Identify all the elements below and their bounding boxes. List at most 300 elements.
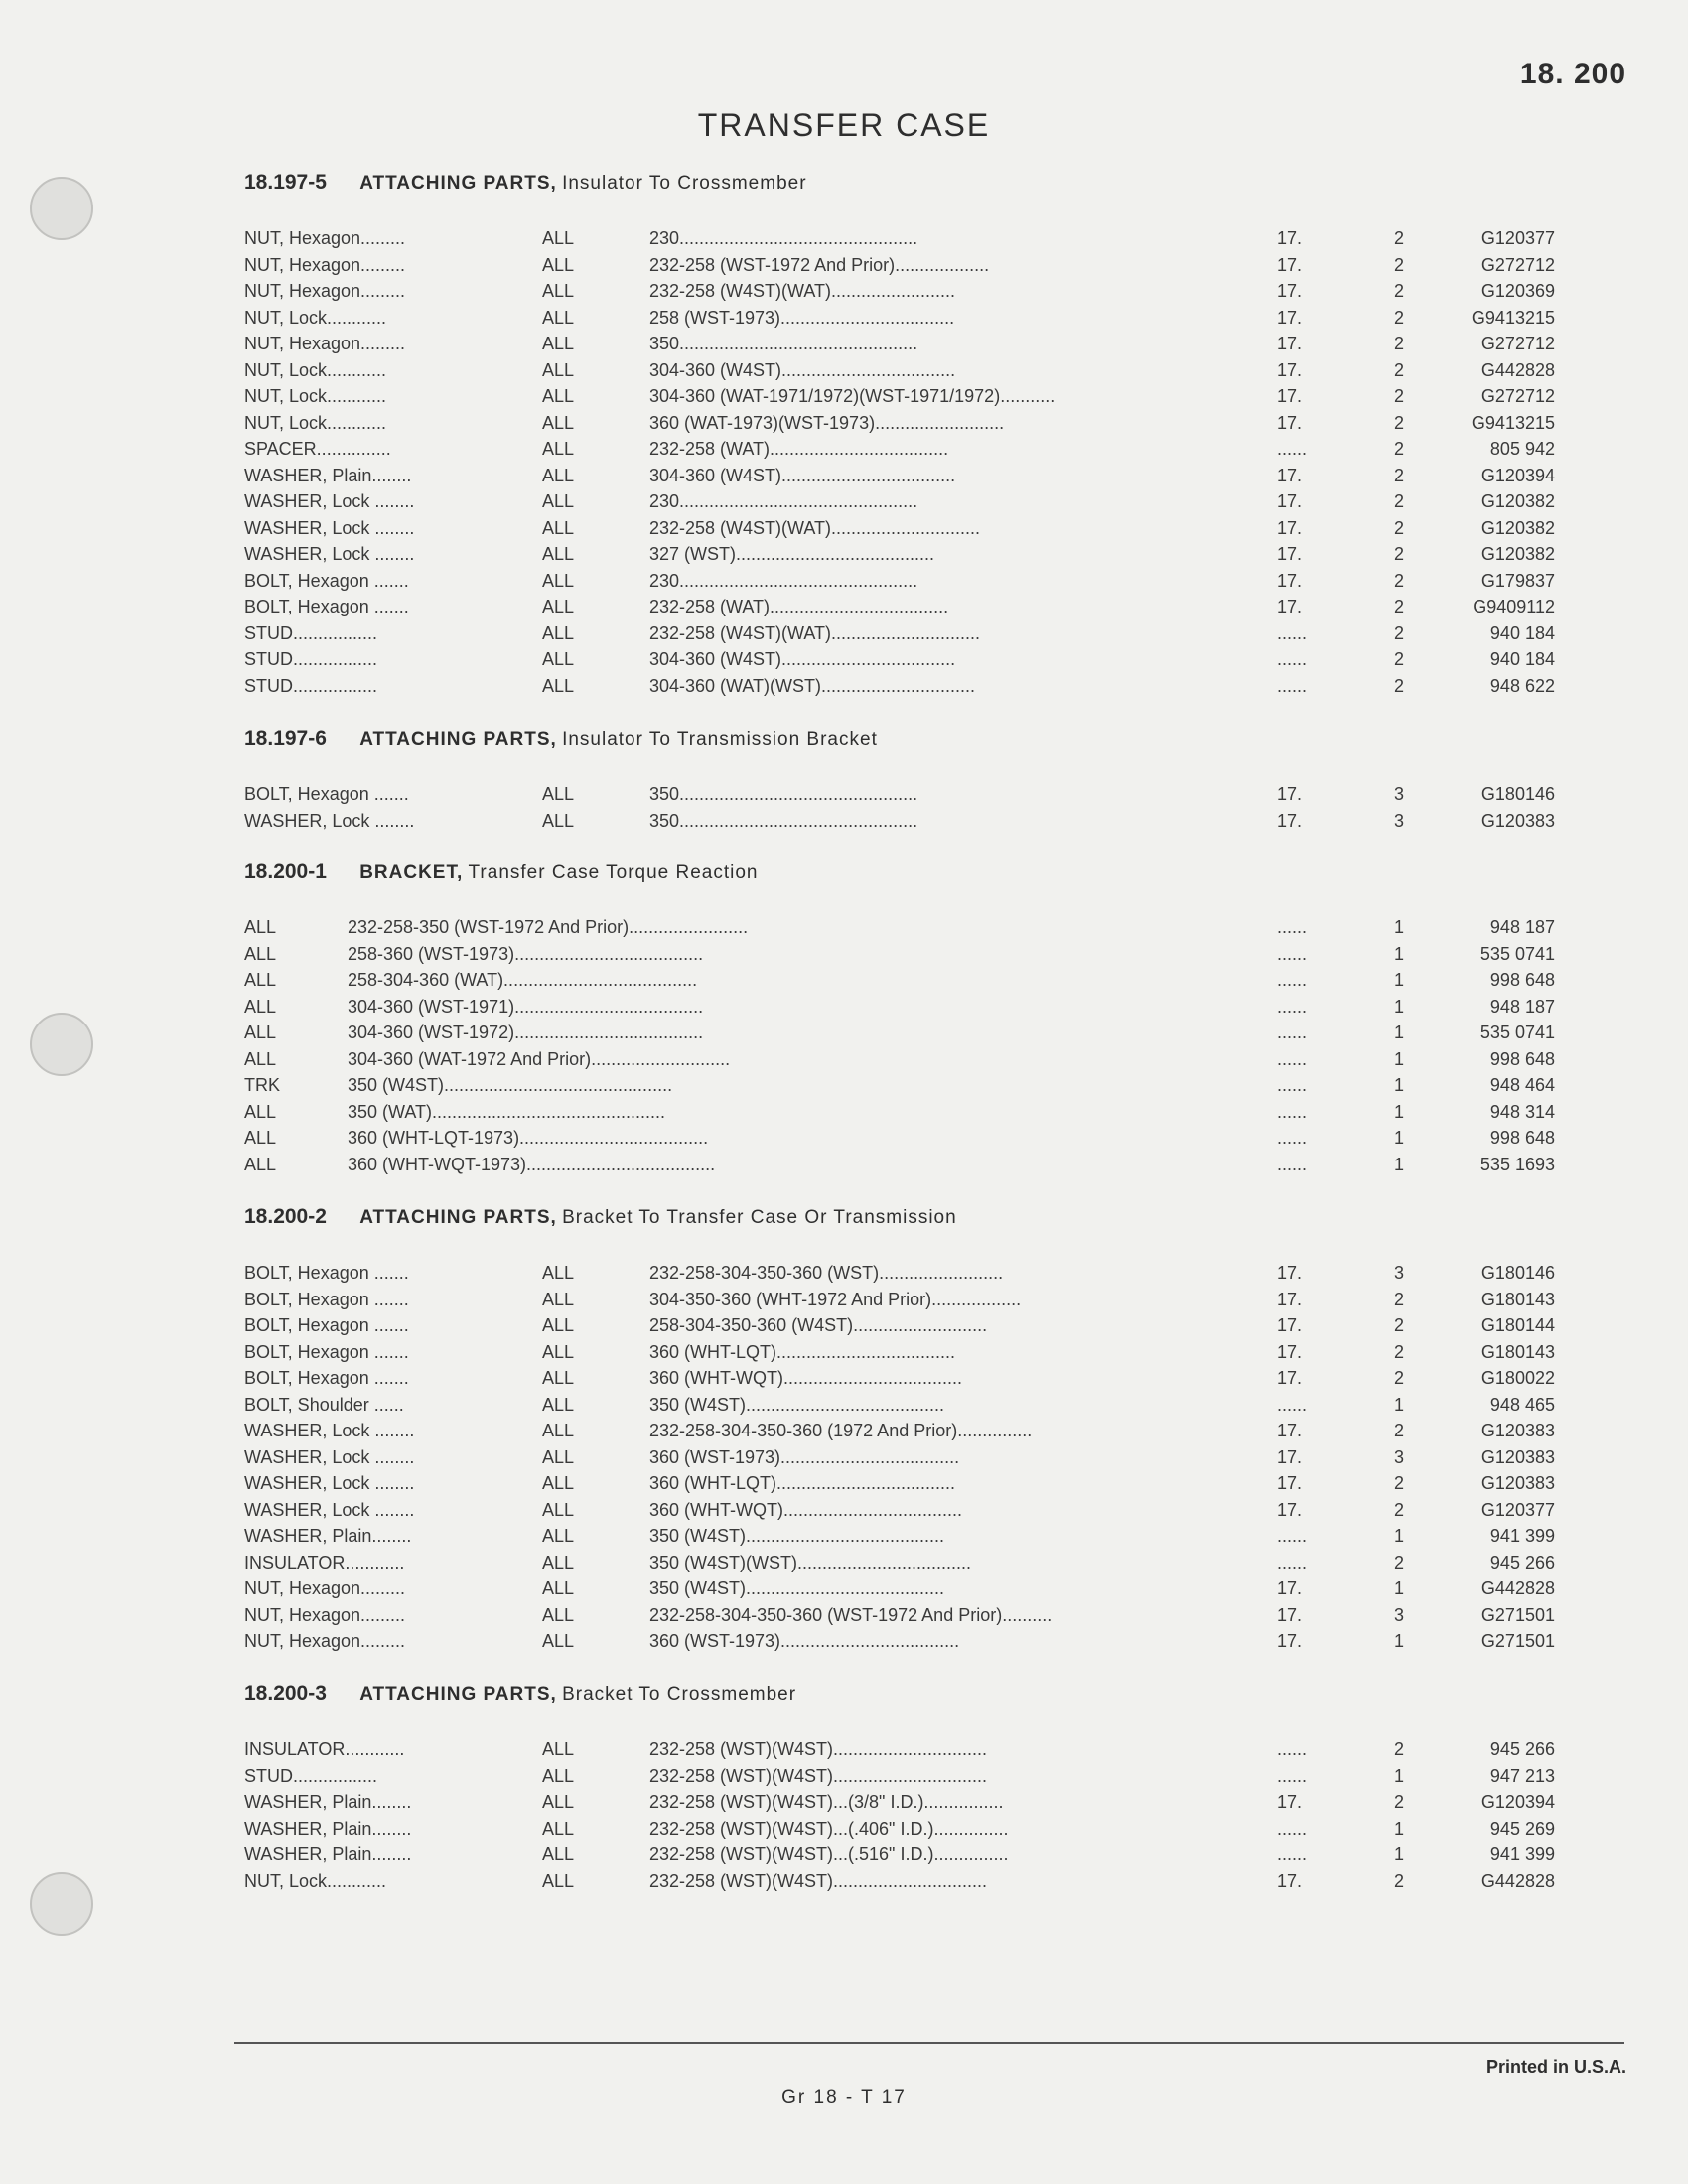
cell-model: ALL bbox=[542, 228, 575, 248]
cell-part: 948 464 bbox=[1489, 1075, 1555, 1095]
section-number: 18.200-3 bbox=[244, 1682, 327, 1705]
cell-qty: 1 bbox=[1394, 1765, 1405, 1786]
cell-grp: 17. bbox=[1277, 1631, 1303, 1651]
cell-grp: 17. bbox=[1277, 254, 1303, 275]
section-number: 18.197-6 bbox=[244, 727, 327, 750]
cell-qty: 2 bbox=[1394, 412, 1405, 433]
cell-part: 998 648 bbox=[1489, 970, 1555, 990]
cell-grp: 17. bbox=[1277, 491, 1303, 511]
cell-qty: 2 bbox=[1394, 491, 1405, 511]
cell-app: 232-258-350 (WST-1972 And Prior)........................ bbox=[348, 917, 749, 937]
cell-qty: 2 bbox=[1394, 675, 1405, 696]
cell-model: ALL bbox=[542, 649, 575, 669]
cell-app: 360 (WST-1973).................................... bbox=[649, 1631, 960, 1651]
table-row bbox=[244, 1023, 1555, 1049]
cell-app: 304-360 (WAT)(WST)............................... bbox=[649, 675, 976, 696]
cell-qty: 2 bbox=[1394, 254, 1405, 275]
cell-grp: 17. bbox=[1277, 1263, 1303, 1283]
table-row bbox=[244, 1792, 1555, 1819]
cell-grp: ...... bbox=[1277, 1765, 1308, 1786]
cell-desc: BOLT, Hexagon ....... bbox=[244, 1341, 409, 1362]
cell-model: ALL bbox=[542, 622, 575, 643]
cell-model: ALL bbox=[542, 1499, 575, 1520]
cell-model: ALL bbox=[244, 1048, 277, 1069]
cell-desc: WASHER, Plain........ bbox=[244, 1792, 412, 1812]
cell-grp: 17. bbox=[1277, 1604, 1303, 1625]
section-heading bbox=[244, 171, 807, 195]
cell-part: 947 213 bbox=[1489, 1765, 1555, 1786]
cell-qty: 3 bbox=[1394, 1604, 1405, 1625]
cell-app: 350 (W4ST)........................................ bbox=[649, 1526, 945, 1546]
parts-table bbox=[244, 784, 1555, 837]
binder-hole-top bbox=[30, 177, 93, 240]
cell-app: 258 (WST-1973)................................... bbox=[649, 307, 955, 328]
cell-desc: WASHER, Lock ........ bbox=[244, 1421, 415, 1440]
cell-app: 232-258-304-350-360 (WST-1972 And Prior).......... bbox=[649, 1604, 1053, 1625]
cell-app: 304-350-360 (WHT-1972 And Prior).................. bbox=[649, 1289, 1022, 1309]
cell-model: ALL bbox=[542, 1739, 575, 1759]
cell-grp: ...... bbox=[1277, 917, 1308, 937]
cell-part: 998 648 bbox=[1489, 1048, 1555, 1069]
cell-app: 360 (WAT-1973)(WST-1973).......................... bbox=[649, 412, 1005, 433]
cell-part: 948 622 bbox=[1489, 675, 1555, 696]
cell-desc: NUT, Hexagon......... bbox=[244, 1604, 406, 1625]
cell-model: ALL bbox=[542, 465, 575, 485]
cell-grp: ...... bbox=[1277, 622, 1308, 643]
cell-grp: ...... bbox=[1277, 1739, 1308, 1759]
cell-part: 945 266 bbox=[1489, 1552, 1555, 1572]
cell-desc: BOLT, Shoulder ...... bbox=[244, 1394, 404, 1415]
cell-model: ALL bbox=[542, 1473, 575, 1493]
cell-grp: ...... bbox=[1277, 1552, 1308, 1572]
table-row bbox=[244, 255, 1555, 282]
cell-desc: WASHER, Plain........ bbox=[244, 1818, 412, 1839]
cell-app: 360 (WHT-LQT).................................... bbox=[649, 1341, 956, 1362]
cell-qty: 1 bbox=[1394, 996, 1405, 1017]
cell-model: ALL bbox=[542, 1631, 575, 1651]
cell-model: ALL bbox=[542, 1263, 575, 1283]
cell-model: ALL bbox=[542, 1818, 575, 1839]
cell-qty: 2 bbox=[1394, 228, 1405, 248]
cell-grp: 17. bbox=[1277, 1368, 1303, 1388]
cell-model: ALL bbox=[542, 1368, 575, 1388]
table-row bbox=[244, 970, 1555, 997]
cell-grp: 17. bbox=[1277, 386, 1303, 406]
section-heading bbox=[244, 860, 759, 884]
cell-grp: 17. bbox=[1277, 1421, 1303, 1440]
cell-qty: 2 bbox=[1394, 544, 1405, 564]
cell-grp: 17. bbox=[1277, 281, 1303, 301]
cell-part: 941 399 bbox=[1489, 1526, 1555, 1546]
cell-desc: NUT, Lock............ bbox=[244, 386, 387, 406]
cell-desc: WASHER, Lock ........ bbox=[244, 810, 415, 831]
cell-part: 948 187 bbox=[1489, 996, 1555, 1017]
cell-desc: SPACER............... bbox=[244, 439, 391, 459]
cell-part: 535 0741 bbox=[1479, 1023, 1555, 1042]
cell-desc: NUT, Lock............ bbox=[244, 307, 387, 328]
cell-part: 945 266 bbox=[1489, 1739, 1555, 1759]
cell-grp: 17. bbox=[1277, 517, 1303, 538]
cell-grp: 17. bbox=[1277, 412, 1303, 433]
table-row bbox=[244, 544, 1555, 571]
table-row bbox=[244, 1766, 1555, 1793]
table-row bbox=[244, 360, 1555, 387]
table-row bbox=[244, 1421, 1555, 1447]
cell-qty: 2 bbox=[1394, 359, 1405, 380]
cell-desc: STUD................. bbox=[244, 675, 378, 696]
cell-app: 304-360 (WST-1972)...................................... bbox=[348, 1023, 704, 1042]
cell-desc: BOLT, Hexagon ....... bbox=[244, 1368, 409, 1388]
parts-table bbox=[244, 917, 1555, 1180]
cell-model: ALL bbox=[542, 254, 575, 275]
cell-model: ALL bbox=[542, 1552, 575, 1572]
cell-qty: 2 bbox=[1394, 1499, 1405, 1520]
section-number: 18.200-2 bbox=[244, 1205, 327, 1228]
page-title: TRANSFER CASE bbox=[697, 107, 991, 143]
table-row bbox=[244, 571, 1555, 598]
cell-grp: 17. bbox=[1277, 810, 1303, 831]
cell-desc: NUT, Hexagon......... bbox=[244, 1578, 406, 1598]
cell-part: G120377 bbox=[1480, 228, 1555, 248]
cell-qty: 1 bbox=[1394, 1075, 1405, 1095]
cell-model: ALL bbox=[542, 1765, 575, 1786]
cell-app: 360 (WHT-WQT-1973)...................................... bbox=[348, 1154, 716, 1174]
cell-model: ALL bbox=[542, 675, 575, 696]
cell-desc: NUT, Hexagon......... bbox=[244, 281, 406, 301]
cell-grp: 17. bbox=[1277, 307, 1303, 328]
cell-model: ALL bbox=[244, 1154, 277, 1174]
cell-qty: 1 bbox=[1394, 917, 1405, 937]
footer-group-reference: Gr 18 - T 17 bbox=[781, 2087, 907, 2108]
cell-grp: 17. bbox=[1277, 570, 1303, 591]
cell-model: ALL bbox=[542, 281, 575, 301]
cell-desc: NUT, Hexagon......... bbox=[244, 228, 406, 248]
cell-grp: 17. bbox=[1277, 228, 1303, 248]
cell-qty: 2 bbox=[1394, 622, 1405, 643]
cell-model: ALL bbox=[542, 544, 575, 564]
cell-part: G272712 bbox=[1480, 254, 1555, 275]
cell-grp: ...... bbox=[1277, 970, 1308, 990]
cell-model: ALL bbox=[244, 996, 277, 1017]
cell-qty: 1 bbox=[1394, 1526, 1405, 1546]
table-row bbox=[244, 413, 1555, 440]
cell-model: ALL bbox=[542, 597, 575, 616]
cell-desc: WASHER, Plain........ bbox=[244, 465, 412, 485]
cell-app: 360 (WHT-LQT).................................... bbox=[649, 1473, 956, 1493]
cell-model: ALL bbox=[244, 917, 277, 937]
section-heading bbox=[244, 1205, 957, 1229]
cell-desc: NUT, Hexagon......... bbox=[244, 334, 406, 353]
cell-app: 258-360 (WST-1973)...................................... bbox=[348, 943, 704, 964]
cell-app: 232-258 (WAT).................................... bbox=[649, 597, 949, 616]
cell-model: ALL bbox=[244, 943, 277, 964]
cell-part: G120394 bbox=[1480, 465, 1555, 485]
cell-desc: NUT, Hexagon......... bbox=[244, 254, 406, 275]
table-row bbox=[244, 1263, 1555, 1290]
cell-app: 350 (W4ST).............................................. bbox=[348, 1075, 673, 1095]
section-name: ATTACHING PARTS, bbox=[359, 1684, 557, 1705]
cell-desc: BOLT, Hexagon ....... bbox=[244, 1289, 409, 1309]
cell-grp: 17. bbox=[1277, 784, 1303, 804]
table-row bbox=[244, 1342, 1555, 1369]
page-number: 18. 200 bbox=[1519, 58, 1626, 90]
cell-app: 360 (WHT-LQT-1973)...................................... bbox=[348, 1128, 709, 1148]
cell-qty: 2 bbox=[1394, 1473, 1405, 1493]
cell-grp: 17. bbox=[1277, 1473, 1303, 1493]
cell-model: ALL bbox=[542, 307, 575, 328]
cell-part: G120382 bbox=[1480, 544, 1555, 564]
cell-app: 230................................................ bbox=[649, 491, 918, 511]
cell-model: ALL bbox=[542, 1844, 575, 1864]
cell-app: 232-258 (W4ST)(WAT).............................. bbox=[649, 622, 981, 643]
cell-grp: ...... bbox=[1277, 1394, 1308, 1415]
section-name: ATTACHING PARTS, bbox=[359, 173, 557, 194]
cell-qty: 2 bbox=[1394, 307, 1405, 328]
cell-app: 304-360 (W4ST)................................... bbox=[649, 359, 956, 380]
cell-model: ALL bbox=[542, 1394, 575, 1415]
cell-app: 360 (WST-1973).................................... bbox=[649, 1446, 960, 1467]
cell-model: ALL bbox=[542, 359, 575, 380]
cell-app: 232-258 (WST)(W4ST)............................... bbox=[649, 1765, 988, 1786]
table-row bbox=[244, 518, 1555, 545]
section-description: Bracket To Crossmember bbox=[562, 1684, 797, 1705]
cell-grp: 17. bbox=[1277, 1446, 1303, 1467]
cell-qty: 1 bbox=[1394, 1578, 1405, 1598]
cell-grp: ...... bbox=[1277, 943, 1308, 964]
cell-part: 948 465 bbox=[1489, 1394, 1555, 1415]
cell-app: 232-258 (W4ST)(WAT).............................. bbox=[649, 517, 981, 538]
table-row bbox=[244, 466, 1555, 492]
cell-qty: 2 bbox=[1394, 1315, 1405, 1335]
cell-grp: ...... bbox=[1277, 1048, 1308, 1069]
table-row bbox=[244, 228, 1555, 255]
cell-desc: BOLT, Hexagon ....... bbox=[244, 1263, 409, 1283]
cell-desc: NUT, Lock............ bbox=[244, 1870, 387, 1891]
cell-app: 350................................................ bbox=[649, 810, 918, 831]
cell-part: G120383 bbox=[1480, 1473, 1555, 1493]
cell-grp: 17. bbox=[1277, 597, 1303, 616]
cell-part: G120382 bbox=[1480, 517, 1555, 538]
cell-grp: 17. bbox=[1277, 1870, 1303, 1891]
cell-qty: 2 bbox=[1394, 517, 1405, 538]
parts-table bbox=[244, 228, 1555, 702]
cell-app: 350................................................ bbox=[649, 784, 918, 804]
cell-qty: 3 bbox=[1394, 810, 1405, 831]
cell-qty: 3 bbox=[1394, 1263, 1405, 1283]
cell-app: 232-258-304-350-360 (WST)......................... bbox=[649, 1263, 1004, 1283]
cell-app: 350 (WAT)............................................... bbox=[348, 1101, 666, 1122]
cell-grp: 17. bbox=[1277, 1499, 1303, 1520]
cell-app: 304-360 (WST-1971)...................................... bbox=[348, 996, 704, 1017]
cell-model: ALL bbox=[542, 1446, 575, 1467]
cell-desc: INSULATOR............ bbox=[244, 1739, 405, 1759]
section-heading bbox=[244, 1682, 796, 1706]
cell-grp: ...... bbox=[1277, 1844, 1308, 1864]
cell-part: G9413215 bbox=[1471, 412, 1555, 433]
cell-app: 258-304-360 (WAT)....................................... bbox=[348, 970, 698, 990]
cell-qty: 2 bbox=[1394, 597, 1405, 616]
table-row bbox=[244, 1526, 1555, 1553]
cell-app: 327 (WST)........................................ bbox=[649, 544, 935, 564]
cell-app: 232-258 (WST)(W4ST)............................... bbox=[649, 1739, 988, 1759]
table-row bbox=[244, 676, 1555, 703]
table-row bbox=[244, 1819, 1555, 1845]
table-row bbox=[244, 1631, 1555, 1658]
cell-part: 940 184 bbox=[1489, 622, 1555, 643]
cell-app: 232-258 (WST)(W4ST)...(.516" I.D.)............... bbox=[649, 1844, 1009, 1864]
section-number: 18.197-5 bbox=[244, 171, 327, 194]
cell-model: ALL bbox=[542, 810, 575, 831]
cell-app: 232-258 (W4ST)(WAT)......................... bbox=[649, 281, 956, 301]
cell-grp: ...... bbox=[1277, 996, 1308, 1017]
cell-qty: 2 bbox=[1394, 1552, 1405, 1572]
cell-model: ALL bbox=[542, 570, 575, 591]
cell-model: ALL bbox=[244, 1128, 277, 1148]
cell-part: G271501 bbox=[1480, 1604, 1555, 1625]
cell-qty: 2 bbox=[1394, 1368, 1405, 1388]
cell-qty: 3 bbox=[1394, 1446, 1405, 1467]
cell-part: 945 269 bbox=[1489, 1818, 1555, 1839]
cell-qty: 1 bbox=[1394, 1023, 1405, 1042]
cell-qty: 2 bbox=[1394, 439, 1405, 459]
cell-part: 941 399 bbox=[1489, 1844, 1555, 1864]
cell-desc: NUT, Hexagon......... bbox=[244, 1631, 406, 1651]
table-row bbox=[244, 386, 1555, 413]
cell-desc: NUT, Lock............ bbox=[244, 412, 387, 433]
section-description: Insulator To Transmission Bracket bbox=[562, 729, 878, 750]
cell-grp: ...... bbox=[1277, 1101, 1308, 1122]
cell-app: 232-258 (WST)(W4ST)...(.406" I.D.)............... bbox=[649, 1818, 1009, 1839]
cell-grp: ...... bbox=[1277, 675, 1308, 696]
cell-qty: 2 bbox=[1394, 1739, 1405, 1759]
cell-app: 232-258-304-350-360 (1972 And Prior)............... bbox=[649, 1421, 1033, 1440]
cell-qty: 1 bbox=[1394, 1394, 1405, 1415]
cell-part: G180143 bbox=[1480, 1289, 1555, 1309]
cell-part: G120369 bbox=[1480, 281, 1555, 301]
cell-app: 304-360 (WAT-1971/1972)(WST-1971/1972)........... bbox=[649, 386, 1055, 406]
cell-qty: 3 bbox=[1394, 784, 1405, 804]
section-name: ATTACHING PARTS, bbox=[359, 729, 557, 750]
cell-qty: 2 bbox=[1394, 570, 1405, 591]
cell-desc: WASHER, Lock ........ bbox=[244, 1473, 415, 1493]
cell-qty: 1 bbox=[1394, 943, 1405, 964]
table-row bbox=[244, 1102, 1555, 1129]
cell-app: 230................................................ bbox=[649, 228, 918, 248]
cell-grp: ...... bbox=[1277, 649, 1308, 669]
table-row bbox=[244, 811, 1555, 838]
parts-table bbox=[244, 1739, 1555, 1897]
cell-qty: 1 bbox=[1394, 970, 1405, 990]
cell-app: 232-258 (WST)(W4ST)............................... bbox=[649, 1870, 988, 1891]
section-heading bbox=[244, 727, 878, 751]
cell-grp: 17. bbox=[1277, 1578, 1303, 1598]
table-row bbox=[244, 1290, 1555, 1316]
cell-app: 350 (W4ST)........................................ bbox=[649, 1394, 945, 1415]
table-row bbox=[244, 1368, 1555, 1395]
footer-rule bbox=[234, 2042, 1624, 2044]
cell-grp: 17. bbox=[1277, 1315, 1303, 1335]
cell-desc: WASHER, Lock ........ bbox=[244, 1499, 415, 1520]
cell-grp: 17. bbox=[1277, 334, 1303, 353]
cell-grp: 17. bbox=[1277, 544, 1303, 564]
table-row bbox=[244, 1447, 1555, 1474]
table-row bbox=[244, 597, 1555, 623]
table-row bbox=[244, 308, 1555, 335]
section-description: Insulator To Crossmember bbox=[562, 173, 807, 194]
footer-printed: Printed in U.S.A. bbox=[1485, 2057, 1626, 2077]
cell-part: G442828 bbox=[1480, 1870, 1555, 1891]
cell-grp: 17. bbox=[1277, 1792, 1303, 1812]
cell-qty: 1 bbox=[1394, 1154, 1405, 1174]
cell-grp: ...... bbox=[1277, 1128, 1308, 1148]
cell-app: 232-258 (WAT).................................... bbox=[649, 439, 949, 459]
cell-part: 998 648 bbox=[1489, 1128, 1555, 1148]
cell-app: 230................................................ bbox=[649, 570, 918, 591]
section-name: BRACKET, bbox=[359, 862, 464, 883]
cell-model: ALL bbox=[244, 1101, 277, 1122]
cell-desc: STUD................. bbox=[244, 1765, 378, 1786]
cell-part: G271501 bbox=[1480, 1631, 1555, 1651]
cell-desc: WASHER, Plain........ bbox=[244, 1844, 412, 1864]
cell-desc: STUD................. bbox=[244, 649, 378, 669]
cell-model: ALL bbox=[542, 784, 575, 804]
table-row bbox=[244, 1128, 1555, 1155]
cell-model: ALL bbox=[542, 1421, 575, 1440]
cell-model: ALL bbox=[542, 517, 575, 538]
table-row bbox=[244, 1553, 1555, 1579]
cell-qty: 2 bbox=[1394, 465, 1405, 485]
cell-model: ALL bbox=[542, 1341, 575, 1362]
cell-model: ALL bbox=[542, 412, 575, 433]
cell-model: ALL bbox=[542, 1578, 575, 1598]
cell-part: G120377 bbox=[1480, 1499, 1555, 1520]
table-row bbox=[244, 1315, 1555, 1342]
cell-part: G120383 bbox=[1480, 810, 1555, 831]
cell-app: 258-304-350-360 (W4ST)........................... bbox=[649, 1315, 988, 1335]
cell-app: 350 (W4ST)(WST)................................... bbox=[649, 1552, 972, 1572]
table-row bbox=[244, 1395, 1555, 1422]
cell-model: ALL bbox=[244, 1023, 277, 1042]
cell-part: G180146 bbox=[1480, 784, 1555, 804]
cell-part: G442828 bbox=[1480, 1578, 1555, 1598]
table-row bbox=[244, 1473, 1555, 1500]
cell-model: ALL bbox=[244, 970, 277, 990]
cell-desc: BOLT, Hexagon ....... bbox=[244, 570, 409, 591]
cell-part: G179837 bbox=[1480, 570, 1555, 591]
cell-part: G9409112 bbox=[1473, 597, 1555, 616]
cell-model: ALL bbox=[542, 1315, 575, 1335]
cell-qty: 1 bbox=[1394, 1844, 1405, 1864]
table-row bbox=[244, 1500, 1555, 1527]
cell-model: ALL bbox=[542, 386, 575, 406]
cell-qty: 2 bbox=[1394, 1341, 1405, 1362]
table-row bbox=[244, 1049, 1555, 1076]
cell-part: G180022 bbox=[1480, 1368, 1555, 1388]
table-row bbox=[244, 334, 1555, 360]
cell-grp: 17. bbox=[1277, 1289, 1303, 1309]
table-row bbox=[244, 281, 1555, 308]
cell-desc: BOLT, Hexagon ....... bbox=[244, 784, 409, 804]
cell-qty: 2 bbox=[1394, 334, 1405, 353]
cell-qty: 2 bbox=[1394, 1870, 1405, 1891]
cell-qty: 1 bbox=[1394, 1101, 1405, 1122]
binder-hole-middle bbox=[30, 1013, 93, 1076]
table-row bbox=[244, 944, 1555, 971]
cell-grp: ...... bbox=[1277, 1818, 1308, 1839]
table-row bbox=[244, 784, 1555, 811]
cell-part: G120394 bbox=[1480, 1792, 1555, 1812]
cell-part: G272712 bbox=[1480, 334, 1555, 353]
